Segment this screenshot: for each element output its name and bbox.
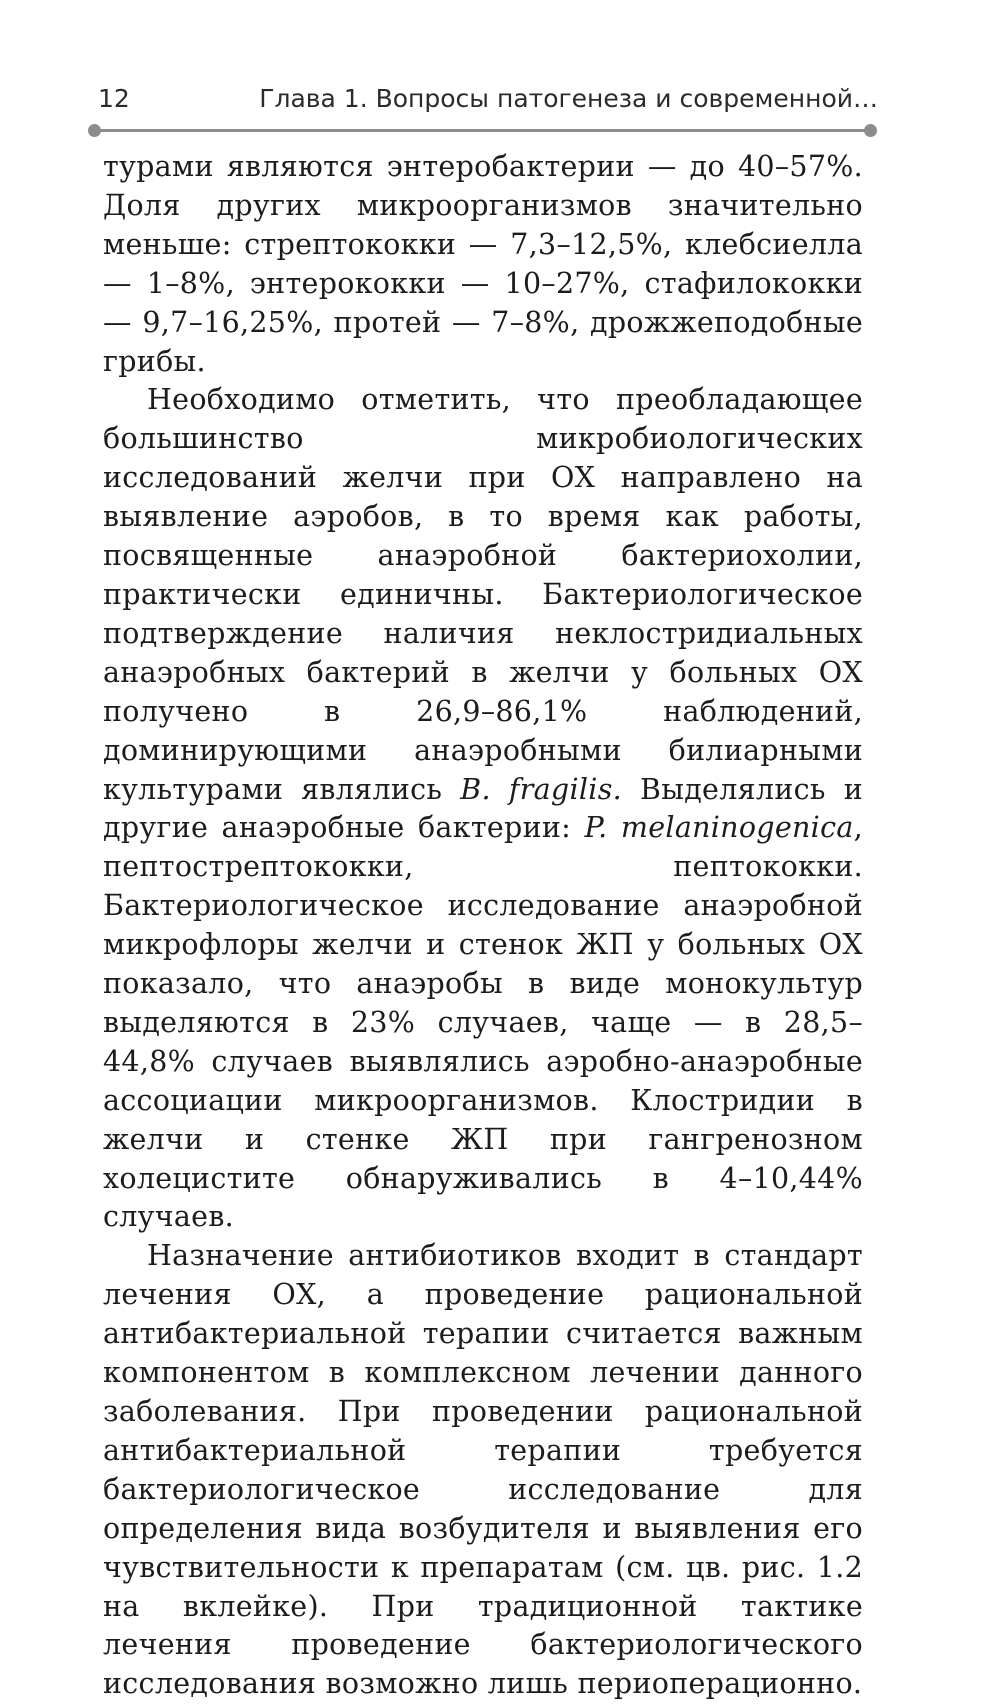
rule-dot-right bbox=[864, 124, 877, 137]
rule-dot-left bbox=[88, 124, 101, 137]
paragraph-text: Необходимо отметить, что преобладающее большинство микробиологических исследований желчи при ОХ направлено на выявление аэробов, в то время как работы, посвященные анаэробной бактериохолии, практически единичны. Бактериологическое подтверждение наличия неклостридиальных анаэробных бактерий в желчи у больных ОХ получено в 26,9–86,1% наблюдений, доминирующими анаэробными билиарными культурами являлись bbox=[103, 383, 863, 806]
page-number: 12 bbox=[98, 84, 130, 113]
paragraph-anaerobes bbox=[103, 381, 863, 1237]
running-head bbox=[98, 80, 878, 124]
paragraph-continued: турами являются энтеробактерии — до 40–57%. Доля других микроорганизмов значительно меньше: стрептококки — 7,3–12,5%, клебсиелла — 1–8%, энтерококки — 10–27%, стафилококки — 9,7–16,25%, протей — 7–8%, дрожжеподобные грибы. bbox=[103, 150, 863, 378]
body-text bbox=[103, 148, 863, 1704]
header-rule bbox=[94, 129, 870, 132]
paragraph-antibiotics: Назначение антибиотиков входит в стандарт лечения ОХ, а проведение рациональной антибактериальной терапии считается важным компонентом в комплексном лечении данного заболевания. При проведении рациональной антибактериальной терапии требуется бактериологическое исследование для определения вида возбудителя и выявления его чувствительности к препаратам (см. цв. рис. 1.2 на вклейке). При традиционной тактике лечения проведение бактериологического исследования возможно лишь периоперационно. bbox=[103, 1239, 863, 1701]
species-name: B. fragilis. bbox=[460, 772, 622, 806]
paragraph-text: , пептострептококки, пептококки. Бактериологическое исследование анаэробной микрофлоры желчи и стенок ЖП у больных ОХ показало, что анаэробы в виде монокультур выделяются в 23% случаев, чаще — в 28,5–44,8% случаев выявлялись аэробно-анаэробные ассоциации микроорганизмов. Клостридии в желчи и стенке ЖП при гангренозном холецистите обнаруживались в 4–10,44% случаев. bbox=[103, 811, 863, 1234]
species-name: P. melaninogenica bbox=[584, 811, 854, 845]
chapter-title: Глава 1. Вопросы патогенеза и современной… bbox=[259, 84, 878, 113]
paragraph-text: Выделялись и другие анаэробные бактерии: bbox=[103, 772, 863, 845]
